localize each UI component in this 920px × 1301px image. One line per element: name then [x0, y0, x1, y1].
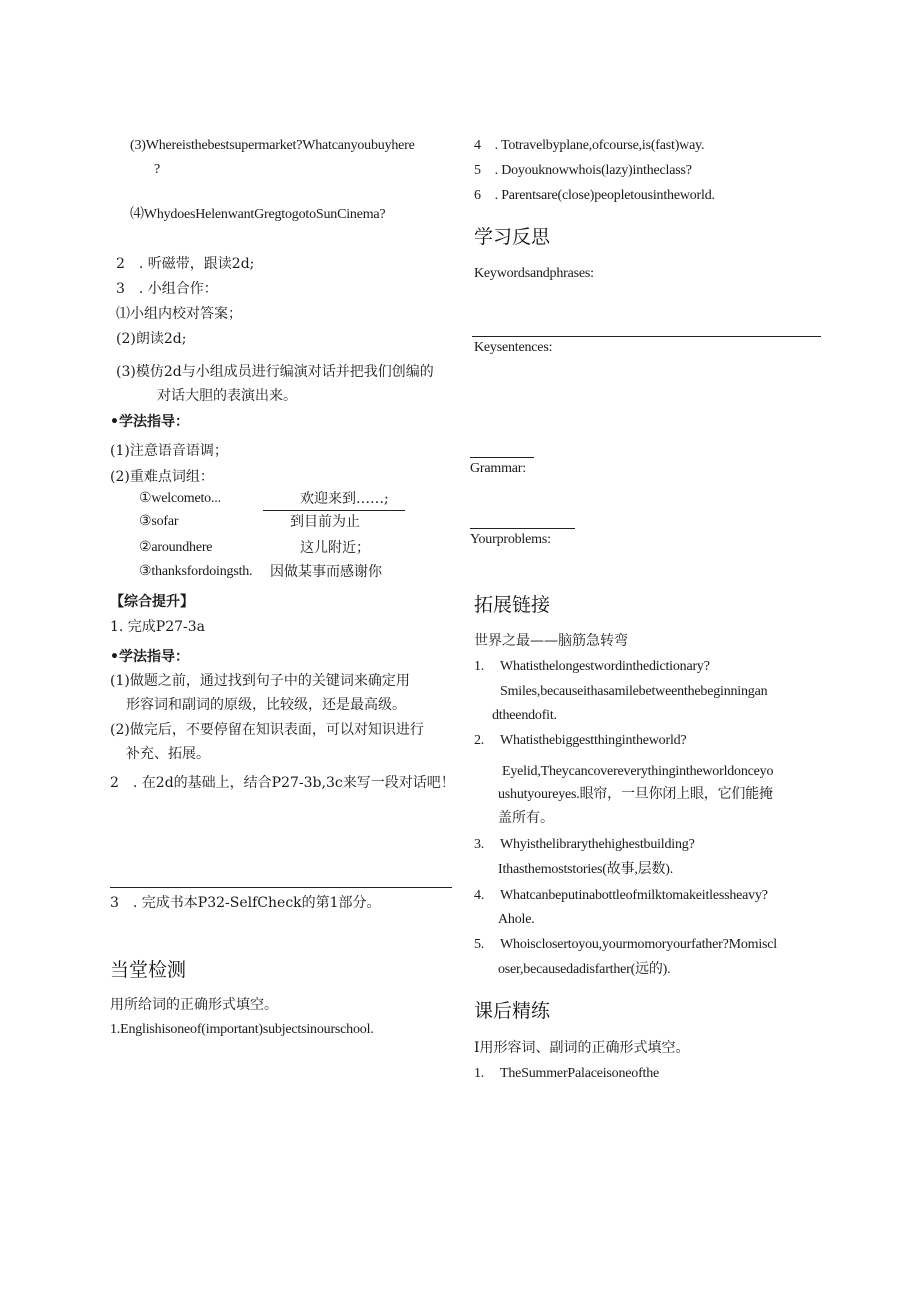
fill-item: 6 . Parentsare(close)peopletousintheworld.: [474, 188, 715, 203]
study-guide-2-item-2-cont: 补充、拓展。: [126, 746, 210, 762]
phrase-cn: 到目前为止: [290, 514, 360, 530]
phrase-en: ①welcometo...: [139, 491, 221, 506]
riddle-line: Whatisthebiggestthingintheworld?: [500, 733, 687, 748]
phrase-en: ③sofar: [139, 514, 179, 529]
riddle-number: 5.: [474, 937, 485, 952]
keywords-label: Keywordsandphrases:: [474, 266, 594, 281]
step-3-item-3: (3)模仿2d与小组成员进行编演对话并把我们创编的: [116, 364, 434, 380]
extension-title: 拓展链接: [474, 594, 551, 616]
keywords-line: [472, 336, 821, 337]
riddle-line: Whatcanbeputinabottleofmilktomakeitlessheavy?: [500, 888, 768, 903]
comprehensive-item-1: 1. 完成P27-3a: [110, 619, 206, 635]
after-class-number: 1.: [474, 1066, 485, 1081]
question-4: ⑷WhydoesHelenwantGregtogotoSunCinema?: [130, 207, 386, 222]
riddle-line: Whatisthelongestwordinthedictionary?: [500, 659, 710, 674]
fill-item: 5 . Doyouknowwhois(lazy)intheclass?: [474, 163, 692, 178]
phrase-en: ②aroundhere: [139, 540, 213, 555]
grammar-label: Grammar:: [470, 461, 526, 476]
phrase-en: ③thanksfordoingsth.: [139, 564, 253, 579]
in-class-check-item-1: 1.Englishisoneof(important)subjectsinourschool.: [110, 1022, 374, 1037]
comprehensive-item-3: 3 . 完成书本P32-SelfCheck的第1部分。: [110, 895, 381, 911]
in-class-check-instruction: 用所给词的正确形式填空。: [110, 997, 278, 1013]
riddle-line: 盖所有。: [498, 810, 554, 826]
key-sentences-label: Keysentences:: [474, 340, 553, 355]
writing-line: [110, 887, 452, 888]
fill-item: 4 . Totravelbyplane,ofcourse,is(fast)way.: [474, 138, 705, 153]
step-3-item-2: (2)朗读2d;: [116, 331, 187, 347]
study-guide-heading: •学法指导：: [110, 414, 189, 430]
grammar-line: [470, 528, 575, 529]
riddle-line: Whoisclosertoyou,yourmomoryourfather?Momiscl: [500, 937, 777, 952]
phrase-cn: 这儿附近；: [300, 540, 370, 556]
riddle-line: dtheendofit.: [492, 708, 557, 723]
study-guide-2-heading: •学法指导：: [110, 649, 189, 665]
after-class-item-1: TheSummerPalaceisoneofthe: [500, 1066, 660, 1081]
after-class-title: 课后精练: [474, 1000, 551, 1022]
riddle-number: 1.: [474, 659, 485, 674]
study-guide-item-2: (2)重难点词组：: [110, 469, 214, 485]
question-3: (3)Whereisthebestsupermarket?Whatcanyoubuyhere: [130, 138, 415, 153]
riddle-line: Whyisthelibrarythehighestbuilding?: [500, 837, 695, 852]
riddle-line: oser,becausedadisfarther(远的).: [498, 962, 671, 977]
riddle-line: Eyelid,Theycancovereverythingintheworldonceyo: [502, 764, 774, 779]
problems-label: Yourproblems:: [470, 532, 551, 547]
step-3-item-1: ⑴小组内校对答案；: [116, 306, 242, 322]
study-guide-item-1: (1)注意语音语调；: [110, 443, 228, 459]
step-3-item-3-cont: 对话大胆的表演出来。: [157, 388, 297, 404]
step-3: 3 . 小组合作：: [116, 281, 218, 297]
riddle-number: 2.: [474, 733, 485, 748]
reflection-title: 学习反思: [474, 226, 551, 248]
after-class-instruction: I用形容词、副词的正确形式填空。: [474, 1040, 690, 1056]
riddle-line: Smiles,becauseithasamilebetweenthebeginningan: [500, 684, 768, 699]
riddle-line: Ahole.: [498, 912, 535, 927]
extension-subtitle: 世界之最——脑筋急转弯: [474, 633, 628, 649]
step-2: 2 . 听磁带，跟读2d;: [116, 256, 255, 272]
riddle-line: Ithasthemoststories(故事,层数).: [498, 862, 674, 877]
phrase-cn: 欢迎来到……;: [300, 491, 389, 507]
riddle-number: 4.: [474, 888, 485, 903]
phrase-cn: 因做某事而感谢你: [270, 564, 382, 580]
in-class-check-title: 当堂检测: [110, 959, 187, 981]
study-guide-2-item-1-cont: 形容词和副词的原级，比较级，还是最高级。: [126, 697, 406, 713]
comprehensive-heading: 【综合提升】: [110, 594, 194, 610]
riddle-line: ushutyoureyes.眼帘，一旦你闭上眼，它们能掩: [498, 787, 773, 802]
study-guide-2-item-2: (2)做完后，不要停留在知识表面，可以对知识进行: [110, 722, 424, 738]
phrase-underline: [263, 510, 405, 511]
riddle-number: 3.: [474, 837, 485, 852]
study-guide-2-item-1: (1)做题之前，通过找到句子中的关键词来确定用: [110, 673, 410, 689]
key-sentences-line: [470, 457, 534, 458]
comprehensive-item-2: 2 . 在2d的基础上，结合P27-3b,3c来写一段对话吧！: [110, 775, 455, 791]
question-3-continued: ?: [154, 162, 161, 177]
